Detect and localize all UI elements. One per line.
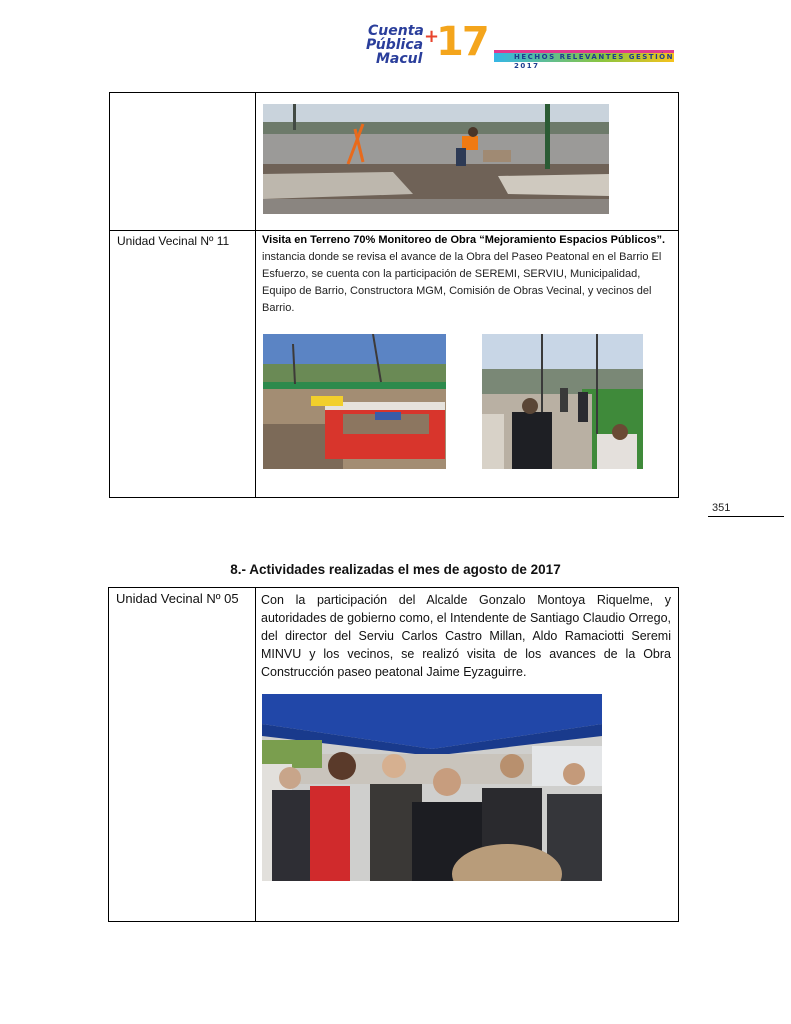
logo-line-3: Macul <box>376 51 423 67</box>
neighborhood-unit-label: Unidad Vecinal Nº 05 <box>116 591 239 606</box>
logo-line-1: Cuenta <box>368 23 424 39</box>
construction-worker-photo <box>263 104 609 214</box>
officials-visit-image <box>262 694 602 881</box>
activity-description: Con la participación del Alcalde Gonzalo Montoya Riquelme, y autoridades de gobierno como, el Intendente de Santiago Claudio Orrego, del director del Serviu Carlos Castro Millan, Aldo Ramaciotti Seremi MINVU y los vecinos, se realizó visita de los avances de la Obra Construcción paseo peatonal Jaime Eyzaguirre. <box>261 593 672 679</box>
park-works-photo <box>263 334 446 469</box>
activities-table-1 <box>109 92 679 498</box>
activity-body: instancia donde se revisa el avance de la Obra del Paseo Peatonal en el Barrio El Esfuerzo, se cuenta con la participación de SEREMI, SERVIU, Municipalidad, Equipo de Barrio, Constructora MGM, Comisión de Obras Vecinal, y vecinos del Barrio. <box>262 251 662 314</box>
logo-line-2: Pública <box>366 37 424 53</box>
page-number: 351 <box>712 502 731 514</box>
banner-text: HECHOS RELEVANTES GESTIÓN 2017 <box>514 53 674 70</box>
section-heading: 8.- Actividades realizadas el mes de agosto de 2017 <box>230 562 561 577</box>
activity-title: Visita en Terreno 70% Monitoreo de Obra “Mejoramiento Espacios Públicos”. <box>262 234 666 246</box>
page-number-rule <box>708 516 784 517</box>
officials-visit-photo <box>262 694 602 881</box>
construction-worker-image <box>263 104 609 214</box>
neighborhood-unit-label: Unidad Vecinal Nº 11 <box>117 234 230 248</box>
cuenta-publica-logo <box>366 19 490 70</box>
column-divider <box>255 588 256 921</box>
logo-number: 17 <box>436 19 488 65</box>
logo-plus-icon: + <box>424 26 440 47</box>
neighbors-visit-image <box>482 334 643 469</box>
neighbors-visit-photo <box>482 334 643 469</box>
column-divider <box>255 93 256 497</box>
row-divider <box>110 230 678 231</box>
park-works-image <box>263 334 446 469</box>
header-banner <box>494 50 674 70</box>
activities-table-2 <box>108 587 679 922</box>
activity-description <box>262 232 674 317</box>
